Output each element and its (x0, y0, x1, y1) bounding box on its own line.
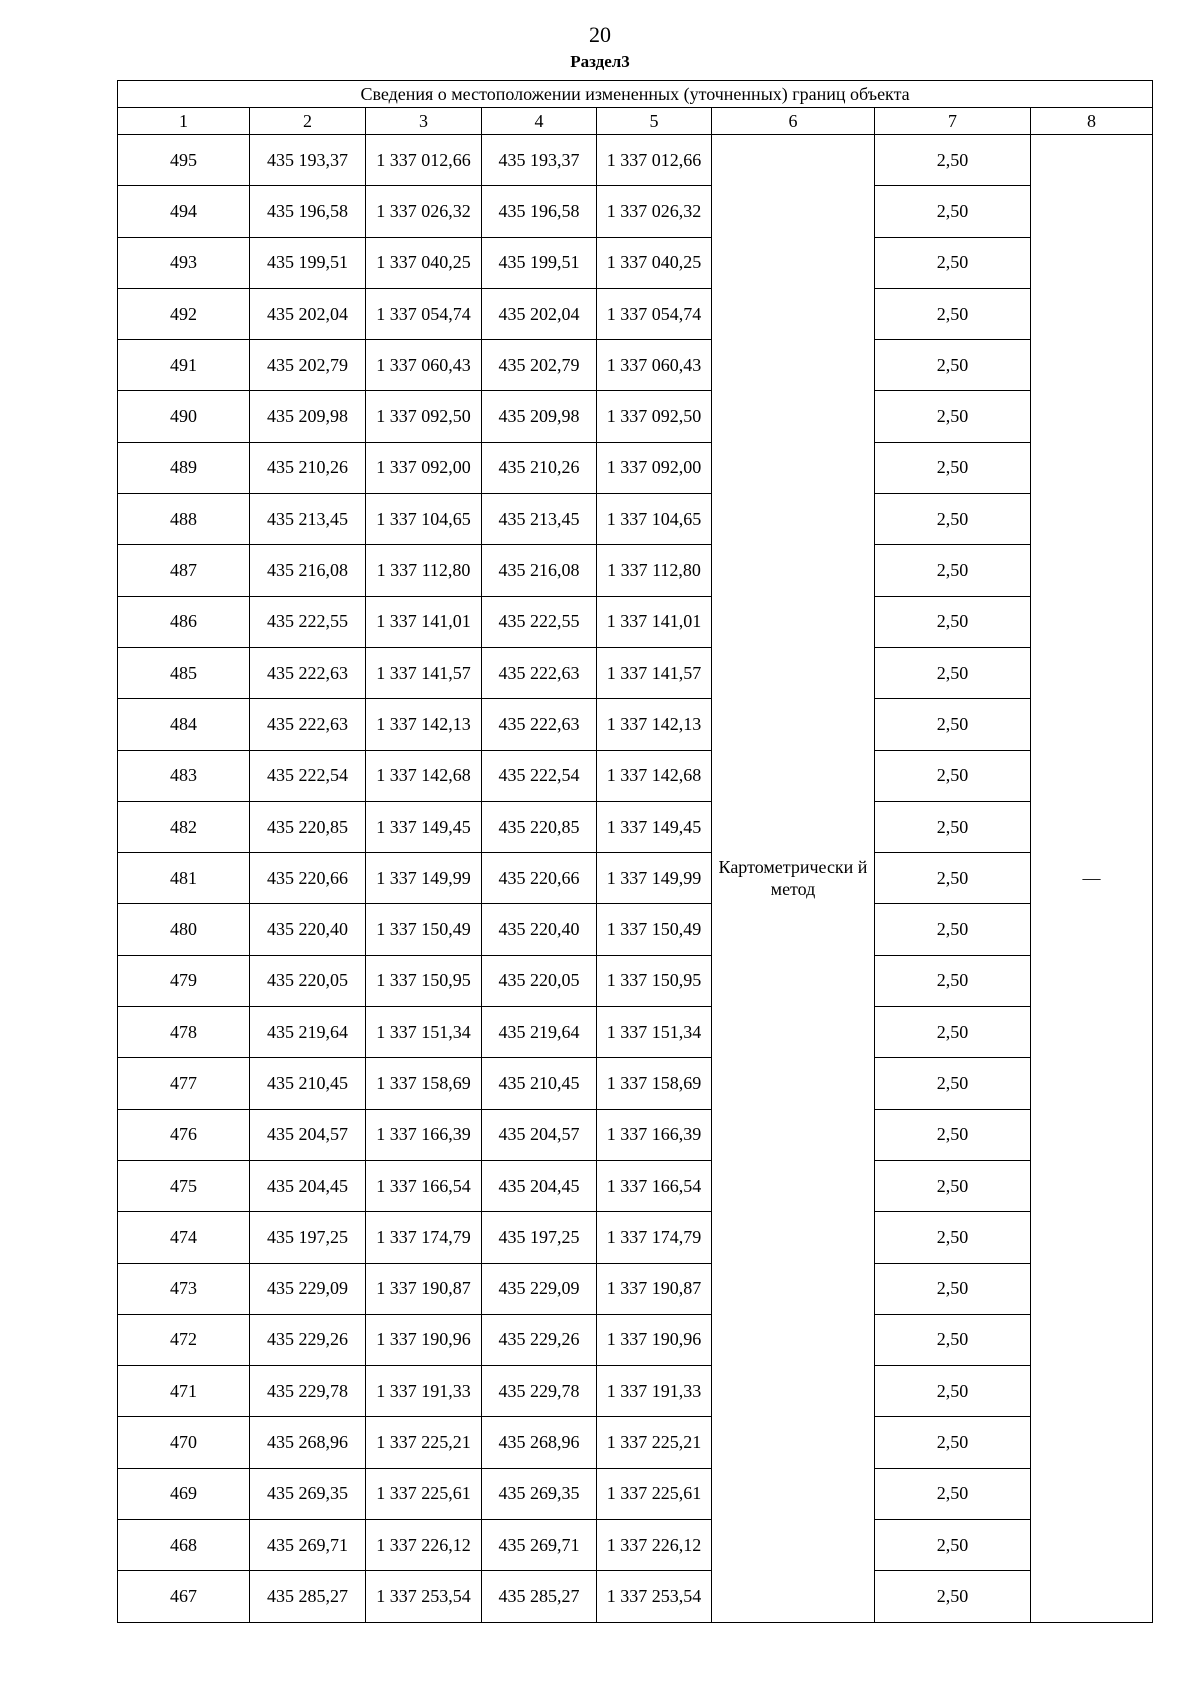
point-number-cell: 478 (118, 1007, 250, 1058)
y-existing-cell: 1 337 166,39 (366, 1109, 482, 1160)
accuracy-cell: 2,50 (875, 1263, 1031, 1314)
table-row (118, 340, 1153, 391)
column-8-cell: — (1031, 135, 1153, 1623)
y-existing-cell: 1 337 012,66 (366, 135, 482, 186)
accuracy-cell: 2,50 (875, 1212, 1031, 1263)
accuracy-cell: 2,50 (875, 442, 1031, 493)
point-number-cell: 485 (118, 647, 250, 698)
table-row (118, 1468, 1153, 1519)
table-row (118, 1520, 1153, 1571)
accuracy-cell: 2,50 (875, 1571, 1031, 1622)
x-new-cell: 435 222,55 (482, 596, 597, 647)
x-existing-cell: 435 204,57 (250, 1109, 366, 1160)
x-new-cell: 435 202,79 (482, 340, 597, 391)
x-new-cell: 435 202,04 (482, 288, 597, 339)
y-new-cell: 1 337 092,00 (597, 442, 712, 493)
y-new-cell: 1 337 012,66 (597, 135, 712, 186)
accuracy-cell: 2,50 (875, 750, 1031, 801)
point-number-cell: 472 (118, 1314, 250, 1365)
y-existing-cell: 1 337 225,21 (366, 1417, 482, 1468)
x-new-cell: 435 210,45 (482, 1058, 597, 1109)
section-title: Раздел3 (570, 52, 630, 71)
y-existing-cell: 1 337 040,25 (366, 237, 482, 288)
x-new-cell: 435 209,98 (482, 391, 597, 442)
point-number-cell: 471 (118, 1366, 250, 1417)
accuracy-cell: 2,50 (875, 853, 1031, 904)
x-existing-cell: 435 216,08 (250, 545, 366, 596)
x-new-cell: 435 229,78 (482, 1366, 597, 1417)
accuracy-cell: 2,50 (875, 1366, 1031, 1417)
x-existing-cell: 435 269,71 (250, 1520, 366, 1571)
accuracy-cell: 2,50 (875, 904, 1031, 955)
y-existing-cell: 1 337 026,32 (366, 186, 482, 237)
table-row (118, 237, 1153, 288)
point-number-cell: 495 (118, 135, 250, 186)
table-body (118, 135, 1153, 1623)
y-existing-cell: 1 337 158,69 (366, 1058, 482, 1109)
x-new-cell: 435 229,26 (482, 1314, 597, 1365)
y-existing-cell: 1 337 149,99 (366, 853, 482, 904)
point-number-cell: 492 (118, 288, 250, 339)
y-existing-cell: 1 337 190,87 (366, 1263, 482, 1314)
accuracy-cell: 2,50 (875, 596, 1031, 647)
table-row (118, 186, 1153, 237)
accuracy-cell: 2,50 (875, 1160, 1031, 1211)
y-existing-cell: 1 337 174,79 (366, 1212, 482, 1263)
x-existing-cell: 435 220,85 (250, 801, 366, 852)
table-row (118, 391, 1153, 442)
y-existing-cell: 1 337 166,54 (366, 1160, 482, 1211)
x-new-cell: 435 229,09 (482, 1263, 597, 1314)
point-number-cell: 475 (118, 1160, 250, 1211)
point-number-cell: 479 (118, 955, 250, 1006)
x-existing-cell: 435 202,79 (250, 340, 366, 391)
x-new-cell: 435 222,54 (482, 750, 597, 801)
y-existing-cell: 1 337 150,49 (366, 904, 482, 955)
table-row (118, 1212, 1153, 1263)
table-row (118, 1109, 1153, 1160)
table-row (118, 494, 1153, 545)
point-number-cell: 476 (118, 1109, 250, 1160)
x-new-cell: 435 193,37 (482, 135, 597, 186)
y-existing-cell: 1 337 149,45 (366, 801, 482, 852)
accuracy-cell: 2,50 (875, 391, 1031, 442)
y-new-cell: 1 337 190,96 (597, 1314, 712, 1365)
x-existing-cell: 435 269,35 (250, 1468, 366, 1519)
accuracy-cell: 2,50 (875, 135, 1031, 186)
x-existing-cell: 435 222,55 (250, 596, 366, 647)
y-existing-cell: 1 337 190,96 (366, 1314, 482, 1365)
y-existing-cell: 1 337 191,33 (366, 1366, 482, 1417)
column-number-5: 5 (597, 108, 712, 135)
x-existing-cell: 435 229,26 (250, 1314, 366, 1365)
point-number-cell: 468 (118, 1520, 250, 1571)
x-new-cell: 435 204,57 (482, 1109, 597, 1160)
y-existing-cell: 1 337 142,68 (366, 750, 482, 801)
y-existing-cell: 1 337 092,50 (366, 391, 482, 442)
y-existing-cell: 1 337 253,54 (366, 1571, 482, 1622)
x-existing-cell: 435 220,40 (250, 904, 366, 955)
x-new-cell: 435 196,58 (482, 186, 597, 237)
table-row (118, 442, 1153, 493)
y-existing-cell: 1 337 104,65 (366, 494, 482, 545)
y-new-cell: 1 337 191,33 (597, 1366, 712, 1417)
x-existing-cell: 435 196,58 (250, 186, 366, 237)
table-row (118, 750, 1153, 801)
table-row (118, 955, 1153, 1006)
x-new-cell: 435 222,63 (482, 699, 597, 750)
point-number-cell: 474 (118, 1212, 250, 1263)
accuracy-cell: 2,50 (875, 955, 1031, 1006)
table-row (118, 596, 1153, 647)
column-number-4: 4 (482, 108, 597, 135)
x-existing-cell: 435 222,63 (250, 647, 366, 698)
point-number-cell: 480 (118, 904, 250, 955)
accuracy-cell: 2,50 (875, 1058, 1031, 1109)
point-number-cell: 469 (118, 1468, 250, 1519)
point-number-cell: 481 (118, 853, 250, 904)
y-existing-cell: 1 337 054,74 (366, 288, 482, 339)
point-number-cell: 486 (118, 596, 250, 647)
x-existing-cell: 435 210,45 (250, 1058, 366, 1109)
y-new-cell: 1 337 142,68 (597, 750, 712, 801)
y-new-cell: 1 337 060,43 (597, 340, 712, 391)
y-new-cell: 1 337 149,99 (597, 853, 712, 904)
y-new-cell: 1 337 141,01 (597, 596, 712, 647)
point-number-cell: 491 (118, 340, 250, 391)
column-number-1: 1 (118, 108, 250, 135)
x-existing-cell: 435 202,04 (250, 288, 366, 339)
y-new-cell: 1 337 112,80 (597, 545, 712, 596)
accuracy-cell: 2,50 (875, 545, 1031, 596)
y-existing-cell: 1 337 151,34 (366, 1007, 482, 1058)
table-row (118, 1366, 1153, 1417)
accuracy-cell: 2,50 (875, 1314, 1031, 1365)
x-new-cell: 435 219,64 (482, 1007, 597, 1058)
table-row (118, 1058, 1153, 1109)
boundary-coordinates-table (117, 80, 1153, 1623)
x-existing-cell: 435 268,96 (250, 1417, 366, 1468)
y-new-cell: 1 337 174,79 (597, 1212, 712, 1263)
table-row (118, 699, 1153, 750)
table-row (118, 1417, 1153, 1468)
y-new-cell: 1 337 150,49 (597, 904, 712, 955)
x-new-cell: 435 199,51 (482, 237, 597, 288)
x-existing-cell: 435 197,25 (250, 1212, 366, 1263)
table-row (118, 1571, 1153, 1622)
x-existing-cell: 435 229,78 (250, 1366, 366, 1417)
point-number-cell: 488 (118, 494, 250, 545)
y-new-cell: 1 337 190,87 (597, 1263, 712, 1314)
point-number-cell: 493 (118, 237, 250, 288)
y-existing-cell: 1 337 225,61 (366, 1468, 482, 1519)
point-number-cell: 494 (118, 186, 250, 237)
x-new-cell: 435 269,35 (482, 1468, 597, 1519)
y-existing-cell: 1 337 060,43 (366, 340, 482, 391)
accuracy-cell: 2,50 (875, 494, 1031, 545)
y-new-cell: 1 337 149,45 (597, 801, 712, 852)
table-title: Сведения о местоположении измененных (уточненных) границ объекта (118, 81, 1153, 108)
y-new-cell: 1 337 166,54 (597, 1160, 712, 1211)
accuracy-cell: 2,50 (875, 237, 1031, 288)
x-existing-cell: 435 220,66 (250, 853, 366, 904)
x-new-cell: 435 197,25 (482, 1212, 597, 1263)
y-new-cell: 1 337 104,65 (597, 494, 712, 545)
y-new-cell: 1 337 026,32 (597, 186, 712, 237)
accuracy-cell: 2,50 (875, 647, 1031, 698)
x-existing-cell: 435 222,54 (250, 750, 366, 801)
y-existing-cell: 1 337 141,01 (366, 596, 482, 647)
y-new-cell: 1 337 166,39 (597, 1109, 712, 1160)
table-row (118, 545, 1153, 596)
accuracy-cell: 2,50 (875, 1007, 1031, 1058)
y-new-cell: 1 337 151,34 (597, 1007, 712, 1058)
method-cell: Картометрически й метод (712, 135, 875, 1623)
table-row (118, 904, 1153, 955)
point-number-cell: 473 (118, 1263, 250, 1314)
x-new-cell: 435 268,96 (482, 1417, 597, 1468)
y-new-cell: 1 337 158,69 (597, 1058, 712, 1109)
y-existing-cell: 1 337 226,12 (366, 1520, 482, 1571)
table-row (118, 135, 1153, 186)
x-existing-cell: 435 209,98 (250, 391, 366, 442)
y-new-cell: 1 337 054,74 (597, 288, 712, 339)
point-number-cell: 470 (118, 1417, 250, 1468)
column-number-2: 2 (250, 108, 366, 135)
x-new-cell: 435 220,66 (482, 853, 597, 904)
point-number-cell: 490 (118, 391, 250, 442)
table-row (118, 853, 1153, 904)
table-row (118, 1160, 1153, 1211)
accuracy-cell: 2,50 (875, 288, 1031, 339)
point-number-cell: 484 (118, 699, 250, 750)
y-existing-cell: 1 337 150,95 (366, 955, 482, 1006)
point-number-cell: 487 (118, 545, 250, 596)
y-existing-cell: 1 337 092,00 (366, 442, 482, 493)
x-new-cell: 435 220,85 (482, 801, 597, 852)
x-new-cell: 435 216,08 (482, 545, 597, 596)
x-new-cell: 435 210,26 (482, 442, 597, 493)
column-number-row (118, 108, 1153, 135)
point-number-cell: 483 (118, 750, 250, 801)
x-existing-cell: 435 213,45 (250, 494, 366, 545)
table-row (118, 1314, 1153, 1365)
x-new-cell: 435 213,45 (482, 494, 597, 545)
x-new-cell: 435 269,71 (482, 1520, 597, 1571)
point-number-cell: 482 (118, 801, 250, 852)
y-new-cell: 1 337 226,12 (597, 1520, 712, 1571)
page-number: 20 (589, 22, 611, 47)
table-row (118, 288, 1153, 339)
table-row (118, 1263, 1153, 1314)
y-new-cell: 1 337 225,61 (597, 1468, 712, 1519)
x-existing-cell: 435 204,45 (250, 1160, 366, 1211)
point-number-cell: 477 (118, 1058, 250, 1109)
x-existing-cell: 435 285,27 (250, 1571, 366, 1622)
y-new-cell: 1 337 150,95 (597, 955, 712, 1006)
y-existing-cell: 1 337 112,80 (366, 545, 482, 596)
x-existing-cell: 435 193,37 (250, 135, 366, 186)
x-existing-cell: 435 199,51 (250, 237, 366, 288)
accuracy-cell: 2,50 (875, 699, 1031, 750)
table-row (118, 647, 1153, 698)
x-new-cell: 435 285,27 (482, 1571, 597, 1622)
accuracy-cell: 2,50 (875, 340, 1031, 391)
table-row (118, 1007, 1153, 1058)
x-new-cell: 435 220,05 (482, 955, 597, 1006)
accuracy-cell: 2,50 (875, 801, 1031, 852)
point-number-cell: 467 (118, 1571, 250, 1622)
accuracy-cell: 2,50 (875, 186, 1031, 237)
y-new-cell: 1 337 142,13 (597, 699, 712, 750)
column-number-7: 7 (875, 108, 1031, 135)
table-row (118, 801, 1153, 852)
x-new-cell: 435 204,45 (482, 1160, 597, 1211)
x-new-cell: 435 220,40 (482, 904, 597, 955)
column-number-3: 3 (366, 108, 482, 135)
x-existing-cell: 435 222,63 (250, 699, 366, 750)
y-new-cell: 1 337 040,25 (597, 237, 712, 288)
x-existing-cell: 435 229,09 (250, 1263, 366, 1314)
x-new-cell: 435 222,63 (482, 647, 597, 698)
column-number-8: 8 (1031, 108, 1153, 135)
x-existing-cell: 435 220,05 (250, 955, 366, 1006)
y-new-cell: 1 337 092,50 (597, 391, 712, 442)
y-new-cell: 1 337 225,21 (597, 1417, 712, 1468)
column-number-6: 6 (712, 108, 875, 135)
accuracy-cell: 2,50 (875, 1417, 1031, 1468)
accuracy-cell: 2,50 (875, 1520, 1031, 1571)
y-new-cell: 1 337 141,57 (597, 647, 712, 698)
y-existing-cell: 1 337 141,57 (366, 647, 482, 698)
y-existing-cell: 1 337 142,13 (366, 699, 482, 750)
y-new-cell: 1 337 253,54 (597, 1571, 712, 1622)
accuracy-cell: 2,50 (875, 1468, 1031, 1519)
x-existing-cell: 435 219,64 (250, 1007, 366, 1058)
point-number-cell: 489 (118, 442, 250, 493)
x-existing-cell: 435 210,26 (250, 442, 366, 493)
accuracy-cell: 2,50 (875, 1109, 1031, 1160)
